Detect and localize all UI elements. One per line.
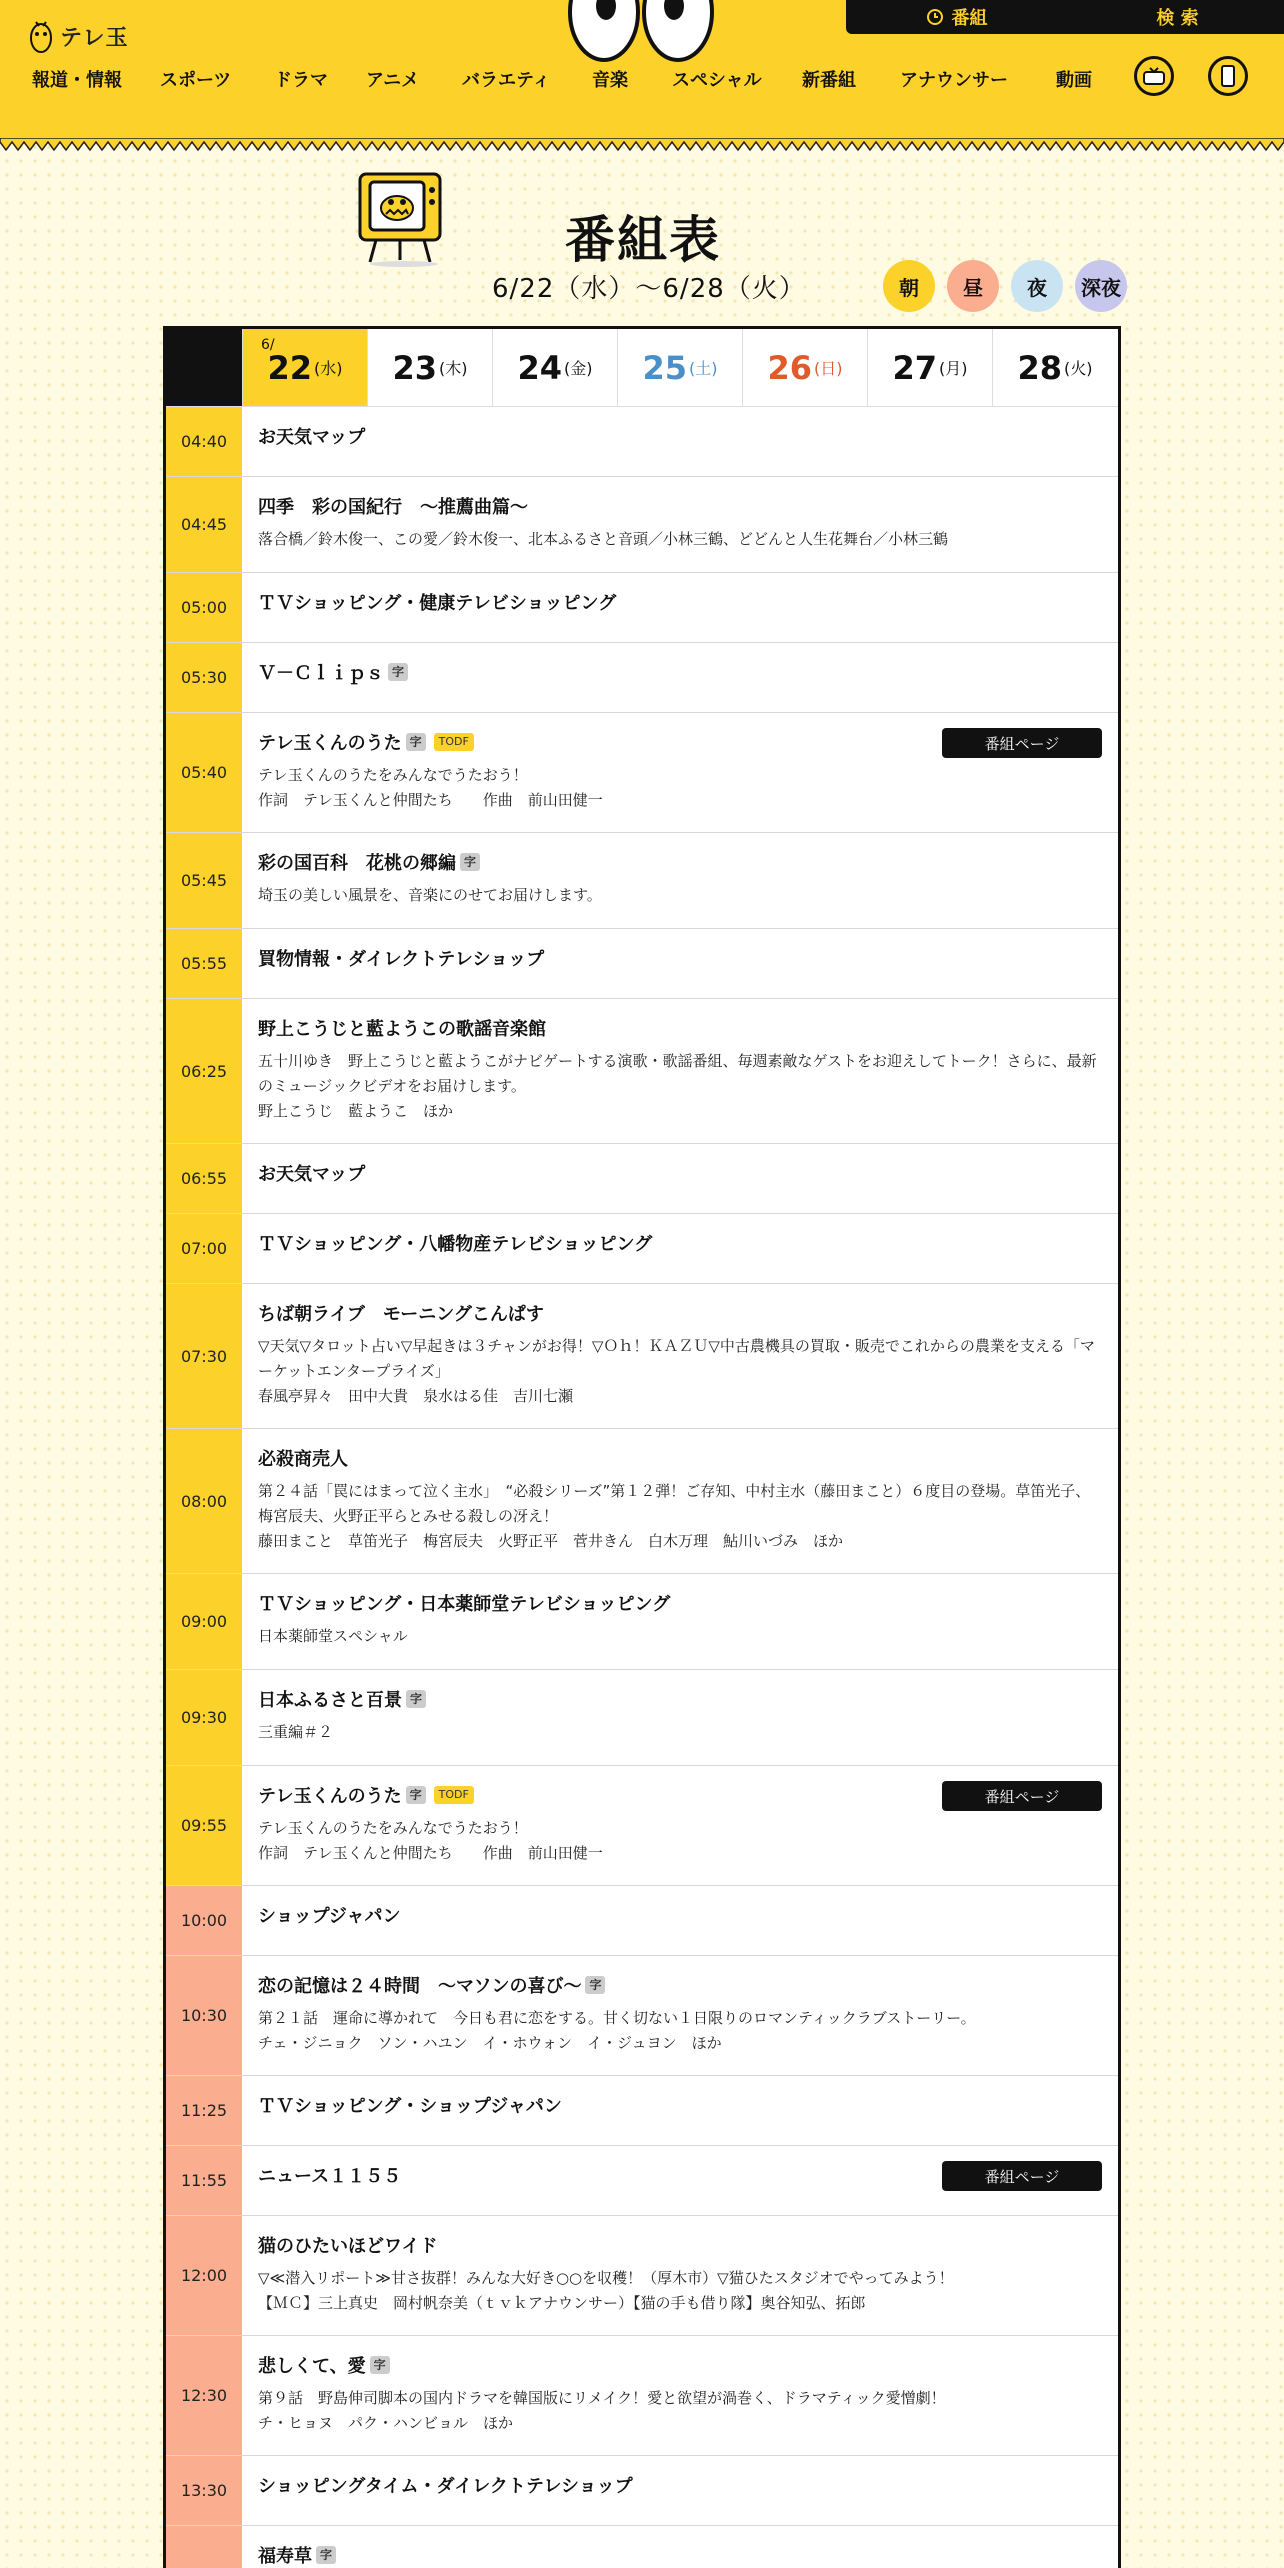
program-guide-link[interactable] — [846, 4, 1067, 30]
program-page-button[interactable]: 番組ページ — [942, 1781, 1102, 1811]
program-page-button[interactable]: 番組ページ — [942, 2161, 1102, 2191]
program-content — [242, 1574, 1118, 1669]
day-tab-weekday: (月) — [939, 359, 968, 378]
program-title[interactable]: 猫のひたいほどワイド — [258, 2236, 438, 2257]
program-content — [242, 477, 1118, 572]
program-description-line: 日本薬師堂スペシャル — [258, 1627, 408, 1645]
program-time: 08:00 — [166, 1429, 242, 1573]
program-description-line: チェ・ジニョク ソン・ハユン イ・ホウォン イ・ジュヨン ほか — [258, 2034, 722, 2052]
program-time: 11:25 — [166, 2076, 242, 2145]
program-title[interactable]: お天気マップ — [258, 427, 366, 448]
day-tab-weekday: (水) — [314, 359, 343, 378]
program-title-row — [258, 849, 1102, 875]
tod-morning-button[interactable]: 朝 — [883, 260, 935, 312]
program-title-row — [258, 1445, 1102, 1471]
program-row — [166, 1214, 1118, 1284]
program-content — [242, 929, 1118, 998]
program-description — [258, 2006, 1102, 2056]
program-time: 05:55 — [166, 929, 242, 998]
program-description-line: 【ＭＣ】三上真史 岡村帆奈美（ｔｖｋアナウンサー）【猫の手も借り隊】奥谷知弘、拓郎 — [258, 2294, 866, 2312]
program-time: 13:30 — [166, 2456, 242, 2525]
program-title-row — [258, 945, 1102, 971]
program-row — [166, 1284, 1118, 1429]
todf-badge: TODF — [434, 1786, 474, 1804]
program-row — [166, 1886, 1118, 1956]
program-row — [166, 477, 1118, 573]
program-description-line: テレ玉くんのうたをみんなでうたおう！ — [258, 766, 528, 784]
program-title[interactable]: 買物情報・ダイレクトテレショップ — [258, 949, 545, 970]
subtitle-badge: 字 — [406, 1690, 426, 1708]
program-time: 04:45 — [166, 477, 242, 572]
program-time: 05:00 — [166, 573, 242, 642]
nav-item-video[interactable]: 動画 — [1056, 70, 1092, 91]
header-zigzag-edge — [0, 138, 1284, 154]
day-tab-weekday: (金) — [564, 359, 593, 378]
program-title[interactable]: お天気マップ — [258, 1164, 366, 1185]
tod-noon-button[interactable]: 昼 — [947, 260, 999, 312]
clock-icon — [926, 8, 944, 26]
program-content — [242, 833, 1118, 928]
day-tab-25[interactable] — [617, 329, 742, 406]
nav-item-news[interactable]: 報道・情報 — [32, 70, 122, 91]
program-title[interactable]: 彩の国百科 花桃の郷編 — [258, 853, 456, 874]
program-description-line: 作詞 テレ玉くんと仲間たち 作曲 前山田健一 — [258, 791, 603, 809]
program-time: 12:30 — [166, 2336, 242, 2455]
program-description — [258, 763, 1102, 813]
program-title[interactable]: ＴＶショッピング・ショップジャパン — [258, 2096, 562, 2117]
program-title-row — [258, 1300, 1102, 1326]
program-content — [242, 713, 1118, 832]
subtitle-badge: 字 — [585, 1976, 605, 1994]
program-description-line: 落合橋／鈴木俊一、この愛／鈴木俊一、北本ふるさと音頭／小林三鶴、どどんと人生花舞台／小林三鶴 — [258, 530, 949, 548]
program-title-row — [258, 589, 1102, 615]
program-list — [166, 407, 1118, 2568]
program-description — [258, 1720, 1102, 1745]
program-row — [166, 1956, 1118, 2076]
program-title-row — [258, 1902, 1102, 1928]
program-time: 07:30 — [166, 1284, 242, 1428]
date-range: 6/22（水）〜6/28（火） — [492, 274, 806, 304]
program-row — [166, 2076, 1118, 2146]
subtitle-badge: 字 — [388, 663, 408, 681]
program-description-line: チ・ヒョヌ パク・ハンビョル ほか — [258, 2414, 514, 2432]
subtitle-badge: 字 — [316, 2546, 336, 2564]
program-time: 06:25 — [166, 999, 242, 1143]
program-content — [242, 1214, 1118, 1283]
day-tab-month: 6/ — [261, 337, 275, 353]
program-description — [258, 1334, 1102, 1409]
program-description-line: テレ玉くんのうたをみんなでうたおう！ — [258, 1819, 528, 1837]
nav-item-sports[interactable]: スポーツ — [160, 70, 232, 91]
program-row — [166, 713, 1118, 833]
tod-night-button[interactable]: 夜 — [1011, 260, 1063, 312]
day-tabs — [166, 329, 1118, 407]
program-description-line: 第９話 野島伸司脚本の国内ドラマを韓国版にリメイク！愛と欲望が渦巻く、ドラマティック愛憎劇！ — [258, 2389, 946, 2407]
program-title[interactable]: ＴＶショッピング・日本薬師堂テレビショッピング — [258, 1594, 671, 1615]
subtitle-badge: 字 — [460, 853, 480, 871]
nav-item-drama[interactable]: ドラマ — [274, 70, 328, 91]
program-title[interactable]: ちば朝ライブ モーニングこんぱす — [258, 1304, 544, 1325]
program-content — [242, 1670, 1118, 1765]
nav-item-announcer[interactable]: アナウンサー — [900, 70, 1008, 91]
tod-late-night-button[interactable]: 深夜 — [1075, 260, 1127, 312]
program-description-line: 三重編＃２ — [258, 1723, 334, 1741]
day-tab-number: 26 — [767, 348, 813, 387]
program-time: 04:40 — [166, 407, 242, 476]
program-title[interactable]: テレ玉くんのうた — [258, 1786, 402, 1807]
program-description — [258, 1049, 1102, 1124]
program-title[interactable]: ショップジャパン — [258, 1906, 401, 1927]
day-tab-number: 23 — [392, 348, 438, 387]
program-content — [242, 407, 1118, 476]
program-time: 09:00 — [166, 1574, 242, 1669]
program-content — [242, 1144, 1118, 1213]
program-row — [166, 1429, 1118, 1574]
program-content — [242, 1886, 1118, 1955]
program-time: 12:00 — [166, 2216, 242, 2335]
program-time: 06:55 — [166, 1144, 242, 1213]
program-time: 09:30 — [166, 1670, 242, 1765]
program-description-line: 五十川ゆき 野上こうじと藍ようこがナビゲートする演歌・歌謡番組、毎週素敵なゲストをお迎えしてトーク！さらに、最新のミュージックビデオをお届けします。 — [258, 1052, 1097, 1095]
mobile-icon[interactable] — [1208, 56, 1248, 96]
day-tab-27[interactable] — [867, 329, 992, 406]
program-row — [166, 2456, 1118, 2526]
day-tab-number: 22 — [267, 348, 313, 387]
program-time: 07:00 — [166, 1214, 242, 1283]
program-row — [166, 643, 1118, 713]
program-content — [242, 2216, 1118, 2335]
program-time: 10:00 — [166, 1886, 242, 1955]
page-title: 番組表 — [565, 211, 721, 269]
program-time: 11:55 — [166, 2146, 242, 2215]
program-row — [166, 2526, 1118, 2568]
day-tab-weekday: (木) — [439, 359, 468, 378]
program-content — [242, 2146, 1118, 2215]
nav-item-music[interactable]: 音楽 — [592, 70, 628, 91]
program-description — [258, 2266, 1102, 2316]
utility-bar — [846, 0, 1284, 34]
program-title-row — [258, 1160, 1102, 1186]
program-title[interactable]: Ｖ－Ｃｌｉｐｓ — [258, 663, 384, 684]
search-link[interactable] — [1067, 4, 1284, 30]
program-description-line: 第２１話 運命に導かれて 今日も君に恋をする。甘く切ない１日限りのロマンティックラブストーリー。 — [258, 2009, 976, 2027]
logo-text: テレ玉 — [60, 25, 129, 51]
day-tab-weekday: (火) — [1064, 359, 1093, 378]
day-tab-weekday: (土) — [689, 359, 718, 378]
program-description-line: 春風亭昇々 田中大貴 泉水はる佳 吉川七瀬 — [258, 1387, 574, 1405]
todf-badge: TODF — [434, 733, 474, 751]
program-content — [242, 1956, 1118, 2075]
day-tab-26[interactable] — [742, 329, 867, 406]
program-description-line: 野上こうじ 藍ようこ ほか — [258, 1102, 454, 1120]
program-title-row — [258, 2352, 1102, 2378]
program-description — [258, 1624, 1102, 1649]
program-description — [258, 883, 1102, 908]
program-content — [242, 2336, 1118, 2455]
program-description — [258, 527, 1102, 552]
site-header — [0, 0, 1284, 140]
program-row — [166, 929, 1118, 999]
program-description-line: 第２４話「罠にはまって泣く主水」 “必殺シリーズ”第１２弾！ご存知、中村主水（藤田まこと）６度目の登場。草笛光子、梅宮辰夫、火野正平らとみせる殺しの冴え！ — [258, 1482, 1091, 1525]
program-content — [242, 643, 1118, 712]
day-tabs-corner — [166, 329, 242, 406]
site-logo[interactable] — [28, 14, 129, 58]
program-time: 05:40 — [166, 713, 242, 832]
program-schedule — [163, 326, 1121, 2568]
program-title-row — [258, 423, 1102, 449]
program-title[interactable]: ＴＶショッピング・八幡物産テレビショッピング — [258, 1234, 653, 1255]
program-description — [258, 2386, 1102, 2436]
program-title-row — [258, 1590, 1102, 1616]
program-description — [258, 1816, 1102, 1866]
program-row — [166, 407, 1118, 477]
program-description-line: ▽≪潜入リポート≫甘さ抜群！みんな大好き○○を収穫！（厚木市）▽猫ひたスタジオでやってみよう！ — [258, 2269, 954, 2287]
program-title-row — [258, 1686, 1102, 1712]
program-title-row — [258, 1972, 1102, 1998]
program-description-line: 作詞 テレ玉くんと仲間たち 作曲 前山田健一 — [258, 1844, 603, 1862]
program-time — [166, 2526, 242, 2568]
day-tab-number: 25 — [642, 348, 688, 387]
program-title[interactable]: 恋の記憶は２４時間 ～マソンの喜び～ — [258, 1976, 582, 1997]
program-title-row — [258, 493, 1102, 519]
day-tab-number: 27 — [892, 348, 938, 387]
program-content — [242, 2456, 1118, 2525]
program-row — [166, 2336, 1118, 2456]
program-row — [166, 833, 1118, 929]
program-description-line: 藤田まこと 草笛光子 梅宮辰夫 火野正平 菅井きん 白木万理 鮎川いづみ ほか — [258, 1532, 844, 1550]
program-content — [242, 1284, 1118, 1428]
day-tab-22[interactable] — [242, 329, 367, 406]
program-content — [242, 1429, 1118, 1573]
mascot-eyes-icon — [566, 0, 716, 64]
program-row — [166, 573, 1118, 643]
subtitle-badge: 字 — [406, 1786, 426, 1804]
program-row — [166, 2146, 1118, 2216]
program-title[interactable]: ショッピングタイム・ダイレクトテレショップ — [258, 2476, 633, 2497]
program-title[interactable]: ＴＶショッピング・健康テレビショッピング — [258, 593, 617, 614]
search-label: 検 索 — [1156, 8, 1199, 29]
program-row — [166, 1144, 1118, 1214]
program-title-row — [258, 2472, 1102, 2498]
program-description — [258, 1479, 1102, 1554]
tv-mascot-icon — [354, 168, 458, 268]
day-tab-23[interactable] — [367, 329, 492, 406]
program-row — [166, 999, 1118, 1144]
program-title[interactable]: 四季 彩の国紀行 ～推薦曲篇～ — [258, 497, 528, 518]
program-content — [242, 573, 1118, 642]
program-title[interactable]: テレ玉くんのうた — [258, 733, 402, 754]
program-title[interactable]: 野上こうじと藍ようこの歌謡音楽館 — [258, 1019, 546, 1040]
program-title[interactable]: 必殺商売人 — [258, 1449, 348, 1470]
nav-item-new-programs[interactable]: 新番組 — [802, 70, 856, 91]
program-time: 10:30 — [166, 1956, 242, 2075]
program-page-button[interactable]: 番組ページ — [942, 728, 1102, 758]
subtitle-badge: 字 — [406, 733, 426, 751]
program-time: 09:55 — [166, 1766, 242, 1885]
day-tab-number: 28 — [1017, 348, 1063, 387]
day-tab-weekday: (日) — [814, 359, 843, 378]
program-description-line: ▽天気▽タロット占い▽早起きは３チャンがお得！▽Ｏｈ！ＫＡＺＵ▽中古農機具の買取・販売でこれからの農業を支える「マーケットエンタープライズ」 — [258, 1337, 1095, 1380]
subtitle-badge: 字 — [370, 2356, 390, 2374]
program-content — [242, 2076, 1118, 2145]
main-nav — [0, 66, 1284, 96]
time-of-day-nav — [883, 260, 1127, 312]
nav-item-anime[interactable]: アニメ — [366, 70, 420, 91]
program-title-row — [258, 659, 1102, 685]
day-tab-24[interactable] — [492, 329, 617, 406]
day-tab-number: 24 — [517, 348, 563, 387]
program-title[interactable]: 福寿草 — [258, 2546, 312, 2567]
program-title-row — [258, 2232, 1102, 2258]
day-tab-28[interactable] — [992, 329, 1117, 406]
tv-station-icon[interactable] — [1134, 56, 1174, 96]
program-title[interactable]: 悲しくて、愛 — [258, 2356, 366, 2377]
program-row — [166, 1574, 1118, 1670]
program-row — [166, 1766, 1118, 1886]
program-guide-label: 番組 — [951, 8, 988, 29]
program-title-row — [258, 1230, 1102, 1256]
program-time: 05:45 — [166, 833, 242, 928]
program-row — [166, 2216, 1118, 2336]
program-description-line: 埼玉の美しい風景を、音楽にのせてお届けします。 — [258, 886, 602, 904]
program-title[interactable]: 日本ふるさと百景 — [258, 1690, 402, 1711]
program-title-row — [258, 1015, 1102, 1041]
program-content — [242, 999, 1118, 1143]
program-title-row — [258, 2092, 1102, 2118]
program-content — [242, 1766, 1118, 1885]
nav-item-variety[interactable]: バラエティ — [462, 70, 551, 91]
teletama-mascot-icon — [28, 16, 54, 56]
program-time: 05:30 — [166, 643, 242, 712]
nav-item-special[interactable]: スペシャル — [672, 70, 762, 91]
program-content — [242, 2526, 1118, 2568]
program-title-row — [258, 2542, 1102, 2568]
program-row — [166, 1670, 1118, 1766]
program-title[interactable]: ニュース１１５５ — [258, 2166, 402, 2187]
